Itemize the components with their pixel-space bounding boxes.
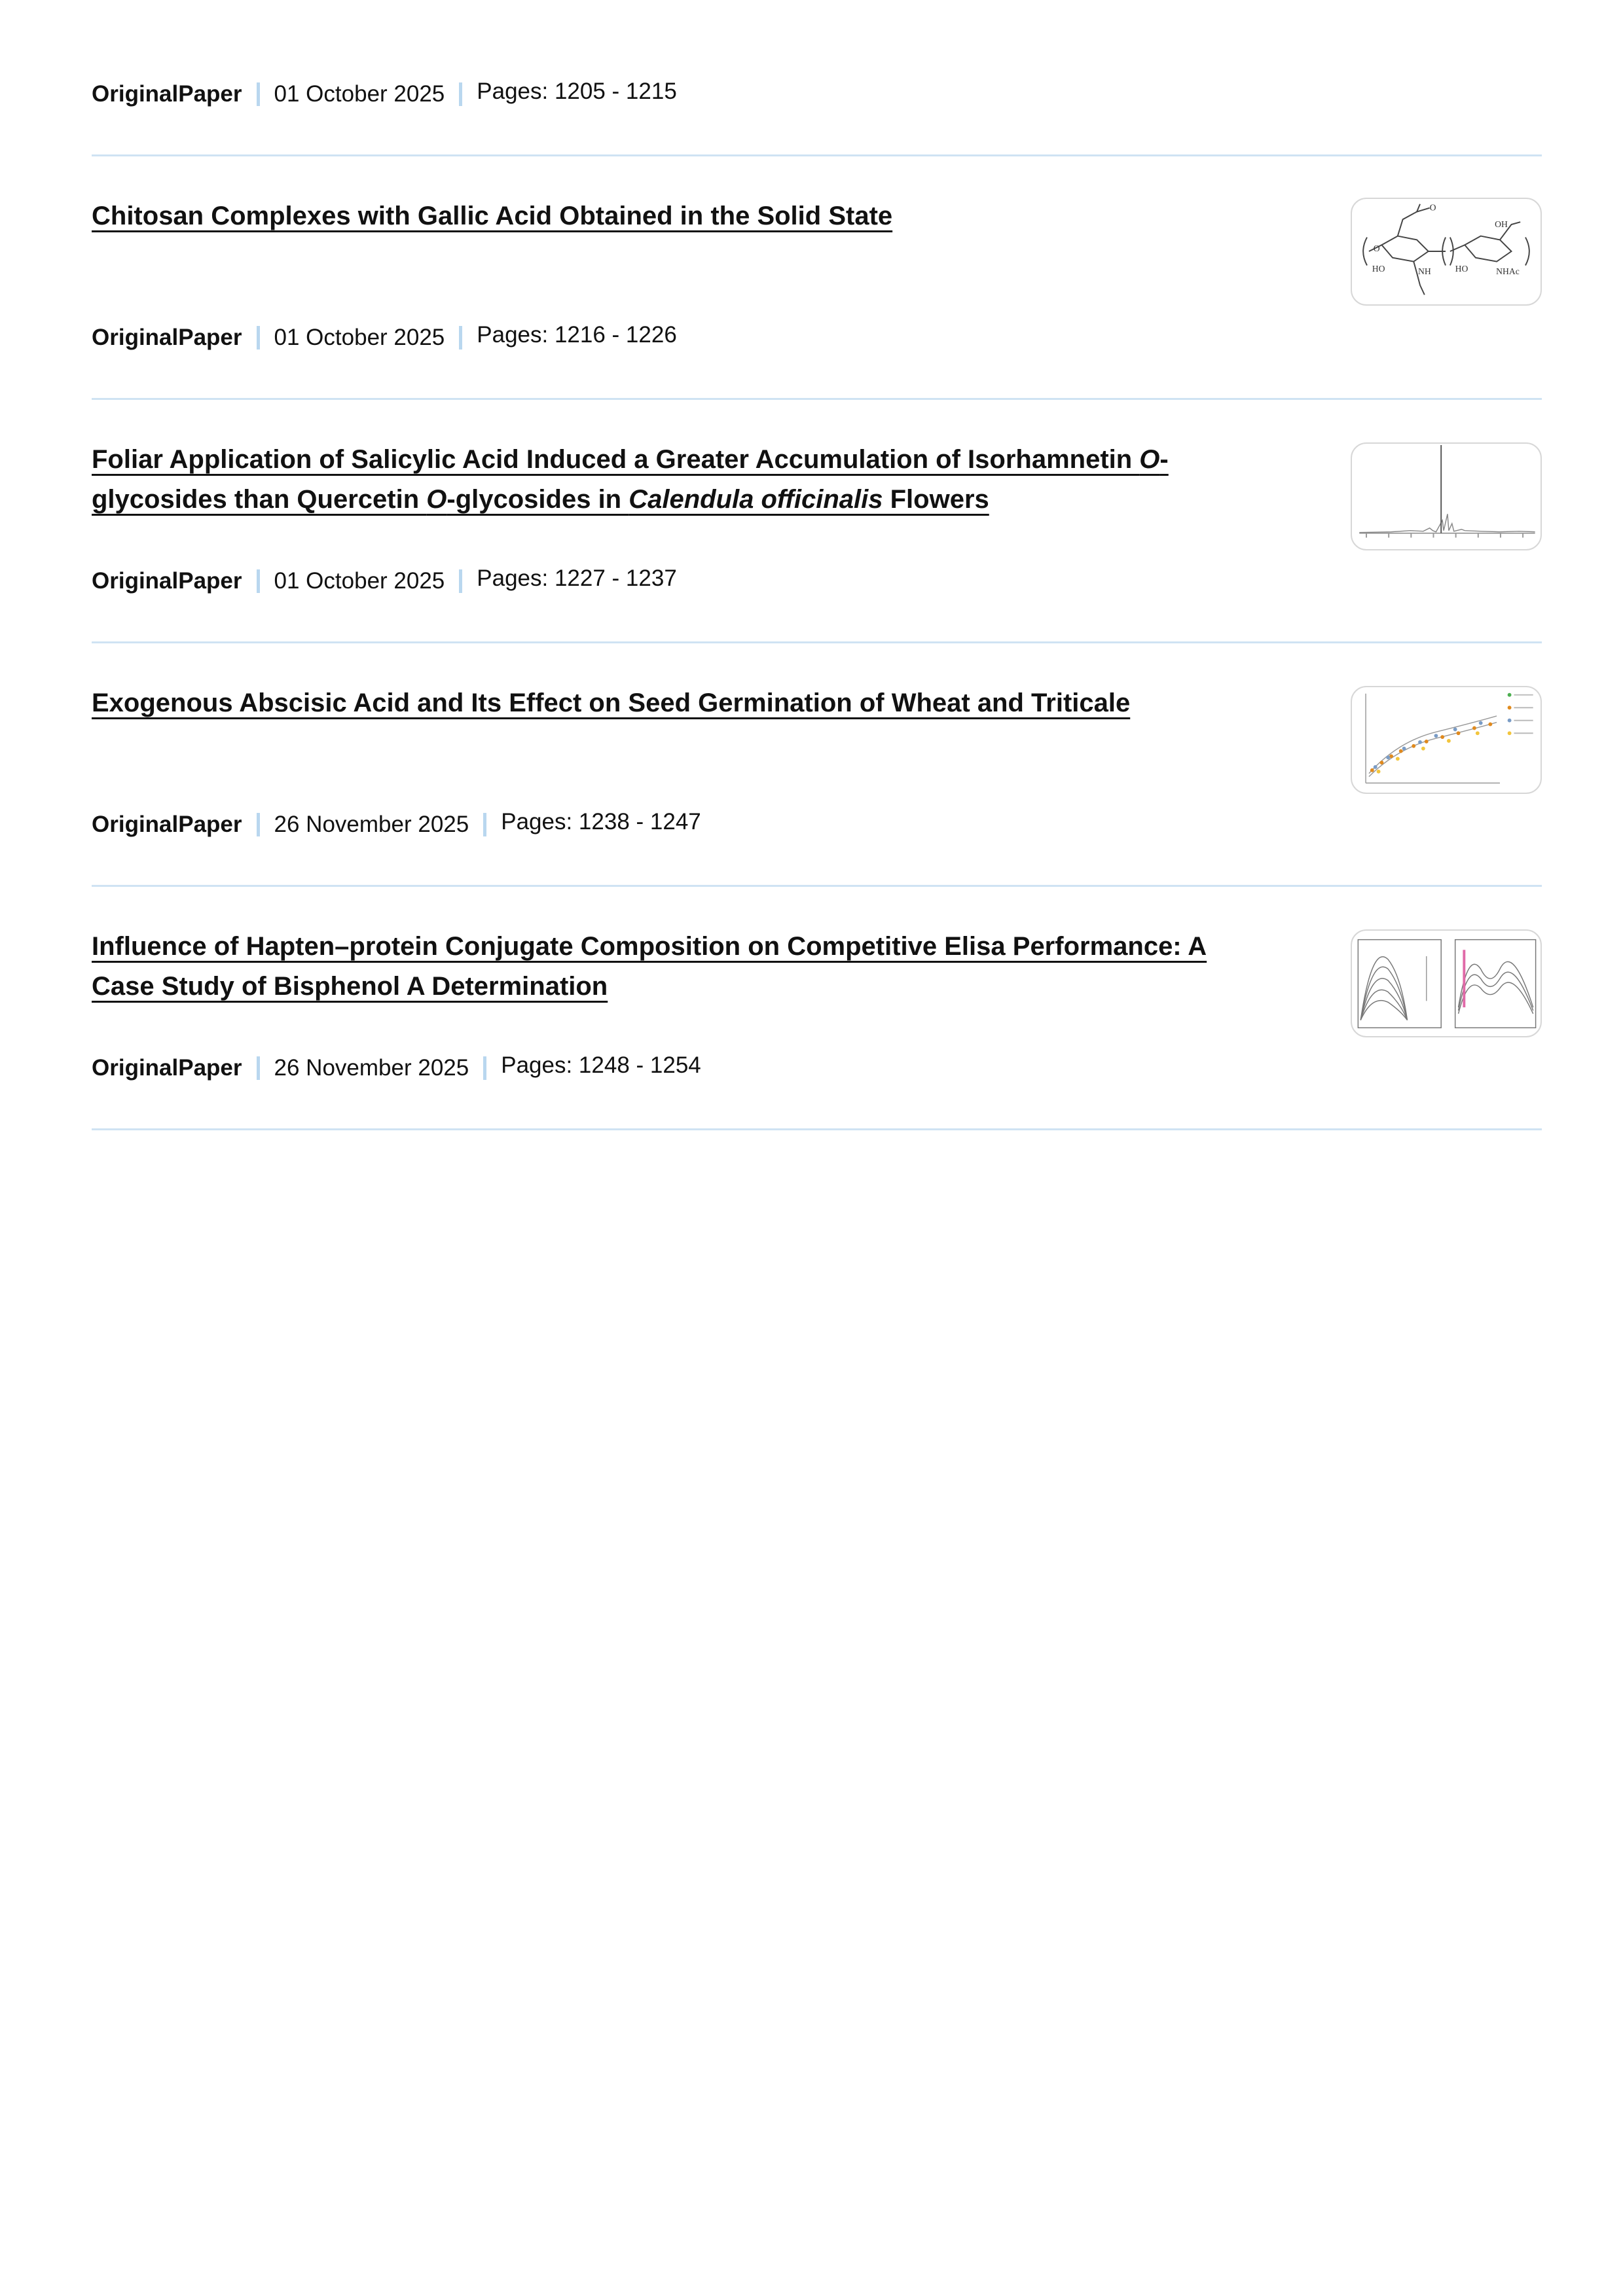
- meta-separator: [459, 569, 462, 593]
- article-title-link[interactable]: Chitosan Complexes with Gallic Acid Obtained in the Solid State: [92, 202, 893, 230]
- scatter-plot-thumbnail: [1352, 687, 1541, 793]
- chromatogram-thumbnail: [1352, 444, 1541, 549]
- article-title-link[interactable]: Exogenous Abscisic Acid and Its Effect on Seed Germination of Wheat and Triticale: [92, 689, 1131, 717]
- thumb-label: OH: [1495, 219, 1508, 229]
- thumb-label: NH: [1418, 266, 1431, 277]
- meta-separator: [257, 1056, 260, 1080]
- article-date: 01 October 2025: [274, 325, 445, 350]
- article-divider: [92, 398, 1542, 400]
- article-thumbnail[interactable]: [1351, 442, 1542, 550]
- article-thumbnail[interactable]: [1351, 929, 1542, 1037]
- article-meta: [92, 322, 677, 351]
- article-date: 26 November 2025: [274, 812, 469, 837]
- article-meta: [92, 81, 677, 107]
- article-divider: [92, 154, 1542, 156]
- article-pages: Pages: 1216 - 1226: [477, 322, 677, 348]
- meta-separator: [459, 82, 462, 106]
- article-type: OriginalPaper: [92, 812, 242, 837]
- article-pages: Pages: 1238 - 1247: [501, 809, 701, 834]
- article-type: OriginalPaper: [92, 568, 242, 594]
- article-pages: Pages: 1227 - 1237: [477, 565, 677, 591]
- meta-separator: [483, 1056, 486, 1080]
- article-title: [92, 927, 1270, 1007]
- thumb-label: HO: [1372, 264, 1385, 274]
- meta-separator: [459, 326, 462, 350]
- article-divider: [92, 1128, 1542, 1130]
- article-title: [92, 683, 1270, 723]
- article-divider: [92, 641, 1542, 643]
- article-title: [92, 440, 1270, 520]
- article-type: OriginalPaper: [92, 1055, 242, 1081]
- article-divider: [92, 885, 1542, 887]
- thumb-label: O: [1373, 243, 1380, 254]
- meta-separator: [257, 569, 260, 593]
- meta-separator: [257, 813, 260, 836]
- thumb-label: NHAc: [1496, 266, 1520, 277]
- article-title-link[interactable]: Influence of Hapten–protein Conjugate Composition on Competitive Elisa Performance: A Case Study of Bisphenol A Determination: [92, 932, 1207, 1001]
- article-title: [92, 196, 1270, 236]
- article-pages: Pages: 1248 - 1254: [501, 1052, 701, 1078]
- article-date: 01 October 2025: [274, 568, 445, 594]
- article-type: OriginalPaper: [92, 81, 242, 107]
- meta-separator: [483, 813, 486, 836]
- meta-separator: [257, 82, 260, 106]
- meta-separator: [257, 326, 260, 350]
- article-thumbnail[interactable]: [1351, 198, 1542, 306]
- article-type: OriginalPaper: [92, 325, 242, 350]
- article-date: 01 October 2025: [274, 81, 445, 107]
- thumb-label: O: [1429, 202, 1436, 213]
- article-date: 26 November 2025: [274, 1055, 469, 1081]
- chemical-structure-thumbnail: [1352, 199, 1541, 304]
- article-title-link[interactable]: Foliar Application of Salicylic Acid Induced a Greater Accumulation of Isorhamnetin O- glycosides than Quercetin O-glycosides in Calendula officinalis Flowers: [92, 445, 1169, 514]
- article-pages: Pages: 1205 - 1215: [477, 79, 677, 104]
- article-meta: [92, 565, 677, 594]
- spectra-thumbnail: [1352, 931, 1541, 1036]
- article-thumbnail[interactable]: [1351, 686, 1542, 794]
- article-meta: [92, 1052, 701, 1081]
- thumb-label: HO: [1455, 264, 1468, 274]
- article-meta: [92, 809, 701, 838]
